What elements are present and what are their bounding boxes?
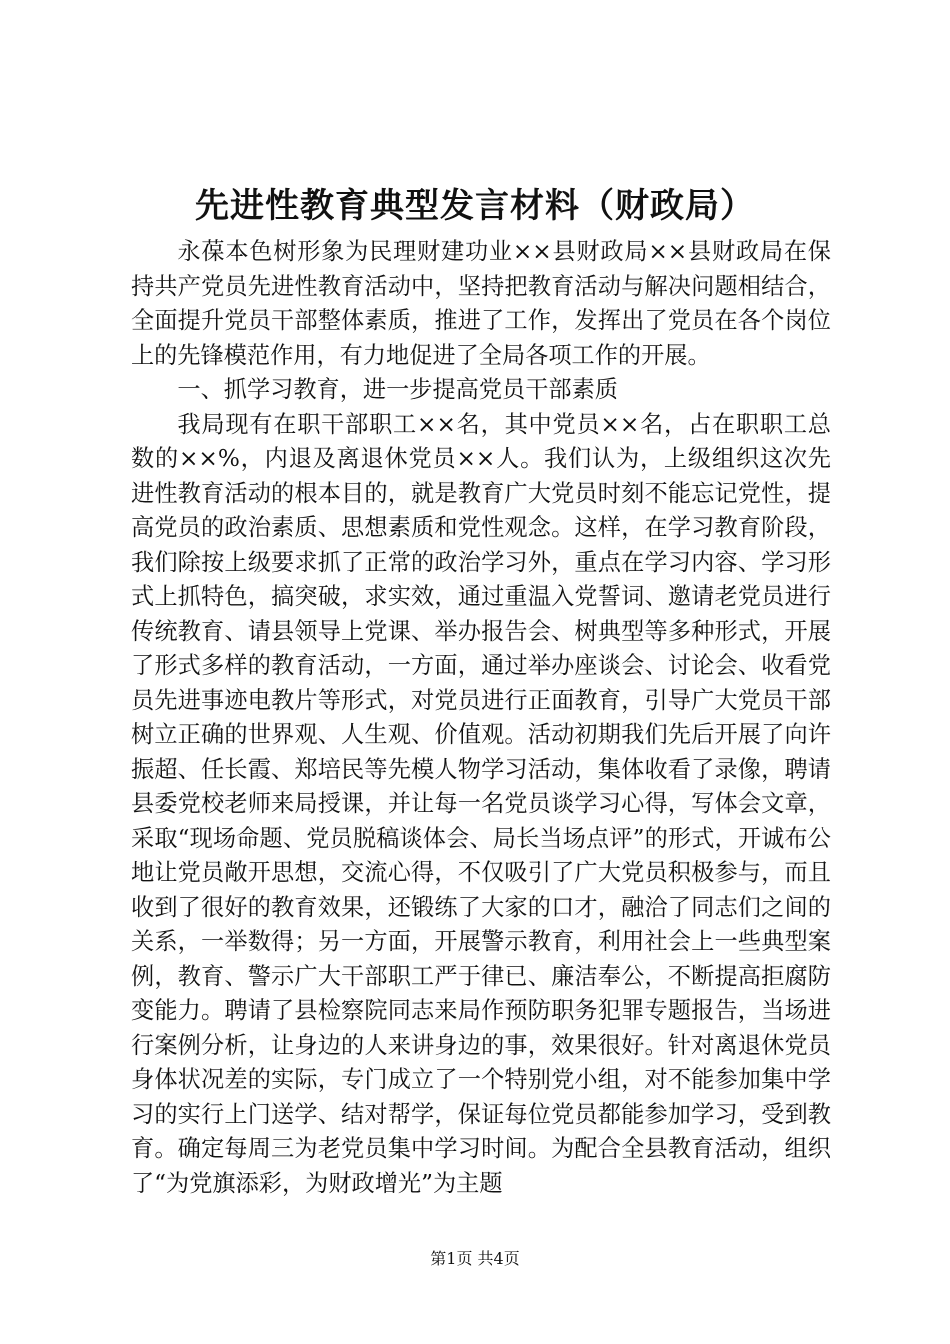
document-title: 先进性教育典型发言材料（财政局） (195, 186, 755, 226)
document-body (131, 235, 831, 1201)
body-paragraph: 我局现有在职干部职工××名，其中党员××名，占在职职工总数的××%，内退及离退休党员××人。我们认为，上级组织这次先进性教育活动的根本目的，就是教育广大党员时刻不能忘记党性，提高党员的政治素质、思想素质和党性观念。这样，在学习教育阶段，我们除按上级要求抓了正常的政治学习外，重点在学习内容、学习形式上抓特色，搞突破，求实效，通过重温入党誓词、邀请老党员进行传统教育、请县领导上党课、举办报告会、树典型等多种形式，开展了形式多样的教育活动，一方面，通过举办座谈会、讨论会、收看党员先进事迹电教片等形式，对党员进行正面教育，引导广大党员干部树立正确的世界观、人生观、价值观。活动初期我们先后开展了向许振超、任长霞、郑培民等先模人物学习活动，集体收看了录像，聘请县委党校老师来局授课，并让每一名党员谈学习心得，写体会文章，采取“现场命题、党员脱稿谈体会、局长当场点评”的形式，开诚布公地让党员敞开思想，交流心得，不仅吸引了广大党员积极参与，而且收到了很好的教育效果，还锻练了大家的口才，融洽了同志们之间的关系，一举数得；另一方面，开展警示教育，利用社会上一些典型案例，教育、警示广大干部职工严于律已、廉洁奉公，不断提高拒腐防变能力。聘请了县检察院同志来局作预防职务犯罪专题报告，当场进行案例分析，让身边的人来讲身边的事，效果很好。针对离退休党员身体状况差的实际，专门成立了一个特别党小组，对不能参加集中学习的实行上门送学、结对帮学，保证每位党员都能参加学习，受到教育。确定每周三为老党员集中学习时间。为配合全县教育活动，组织了“为党旗添彩，为财政增光”为主题 (131, 410, 831, 1197)
intro-paragraph: 永葆本色树形象为民理财建功业××县财政局××县财政局在保持共产党员先进性教育活动中，坚持把教育活动与解决问题相结合，全面提升党员干部整体素质，推进了工作，发挥出了党员在各个岗位上的先锋模范作用，有力地促进了全局各项工作的开展。 (131, 238, 831, 369)
section-heading: 一、抓学习教育，进一步提高党员干部素质 (177, 376, 618, 403)
page-number-footer: 第1页 共4页 (430, 1249, 520, 1268)
